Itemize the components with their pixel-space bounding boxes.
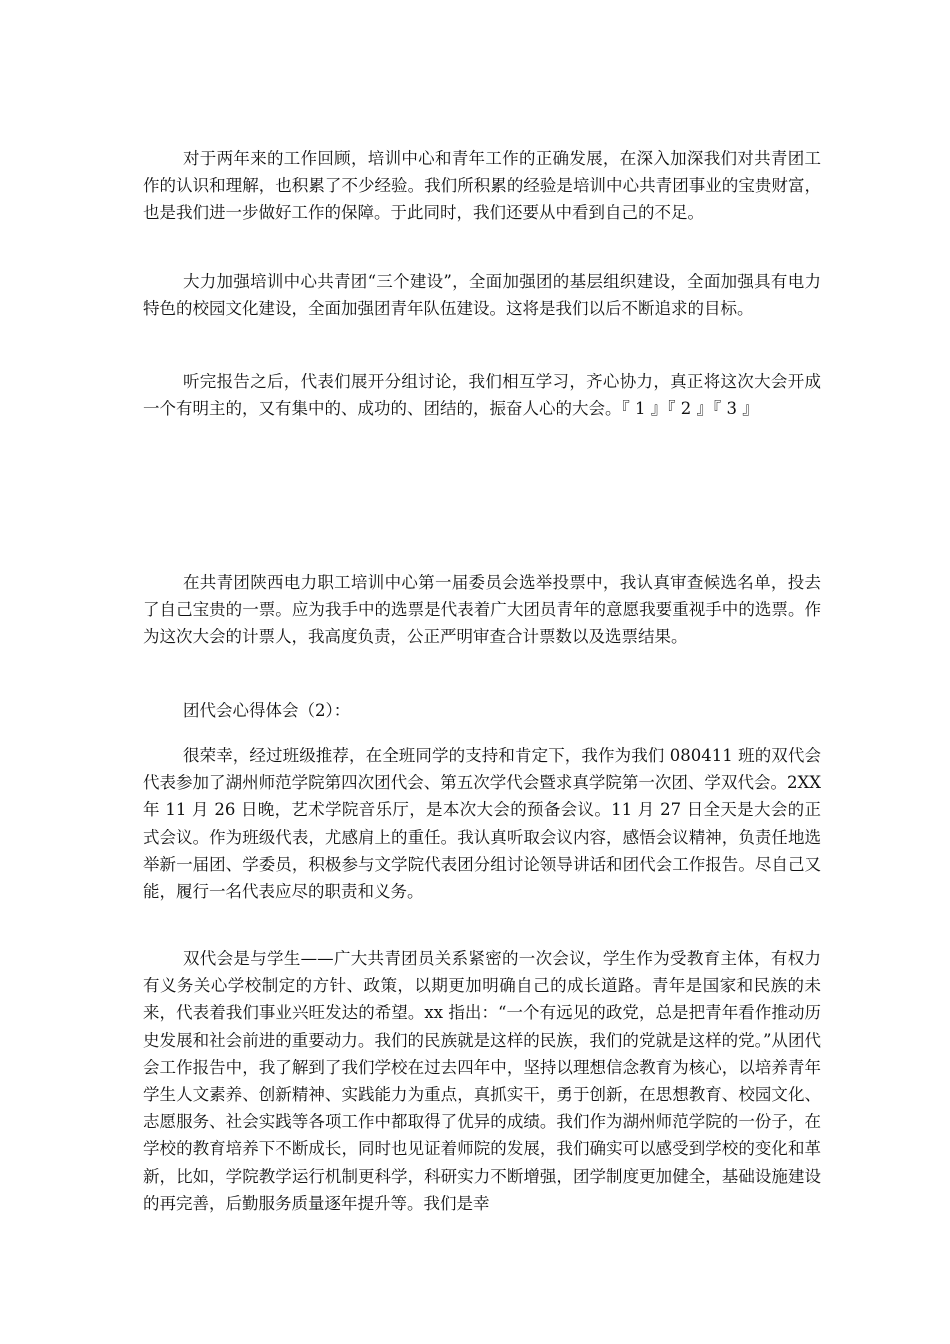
paragraph-representative: 很荣幸，经过班级推荐，在全班同学的支持和肯定下，我作为我们 080411 班的双代会代表参加了湖州师范学院第四次团代会、第五次学代会暨求真学院第一次团、学双代会。2XX 年 11 月 26 日晚，艺术学院音乐厅，是本次大会的预备会议。11 月 27 日全天是大会的正式会议。作为班级代表，尤感肩上的重任。我认真听取会议内容，感悟会议精神，负责任地选举新一届团、学委员，积极参与文学院代表团分组讨论领导讲话和团代会工作报告。尽自己又能，履行一名代表应尽的职责和义务。 [143,746,821,902]
paragraph-three-constructions: 大力加强培训中心共青团“三个建设”，全面加强团的基层组织建设，全面加强具有电力特色的校园文化建设，全面加强团青年队伍建设。这将是我们以后不断追求的目标。 [143,272,821,319]
section-heading: 团代会心得体会（2）： [183,701,351,720]
paragraph-election-vote: 在共青团陕西电力职工培训中心第一届委员会选举投票中，我认真审查候选名单，投去了自己宝贵的一票。应为我手中的选票是代表着广大团员青年的意愿我要重视手中的选票。作为这次大会的计票人，我高度负责，公正严明审查合计票数以及选票结果。 [143,573,821,647]
paragraph-group-discussion: 听完报告之后，代表们展开分组讨论，我们相互学习，齐心协力，真正将这次大会开成一个有明主的，又有集中的、成功的、团结的，振奋人心的大会。『 1 』『 2 』『 3 』 [143,372,821,419]
paragraph-congress-meaning: 双代会是与学生——广大共青团员关系紧密的一次会议，学生作为受教育主体，有权力有义务关心学校制定的方针、政策，以期更加明确自己的成长道路。青年是国家和民族的未来，代表着我们事业兴旺发达的希望。xx 指出：“一个有远见的政党，总是把青年看作推动历史发展和社会前进的重要动力。我们的民族就是这样的民族，我们的党就是这样的党。”从团代会工作报告中，我了解到了我们学校在过去四年中，坚持以理想信念教育为核心，以培养青年学生人文素养、创新精神、实践能力为重点，真抓实干，勇于创新，在思想教育、校园文化、志愿服务、社会实践等各项工作中都取得了优异的成绩。我们作为湖州师范学院的一份子，在学校的教育培养下不断成长，同时也见证着师院的发展，我们确实可以感受到学校的变化和革新，比如，学院教学运行机制更科学，科研实力不断增强，团学制度更加健全，基础设施建设的再完善，后勤服务质量逐年提升等。我们是幸 [143,949,821,1213]
paragraph-work-review: 对于两年来的工作回顾，培训中心和青年工作的正确发展，在深入加深我们对共青团工作的认识和理解，也积累了不少经验。我们所积累的经验是培训中心共青团事业的宝贵财富，也是我们进一步做好工作的保障。于此同时，我们还要从中看到自己的不足。 [143,149,821,223]
